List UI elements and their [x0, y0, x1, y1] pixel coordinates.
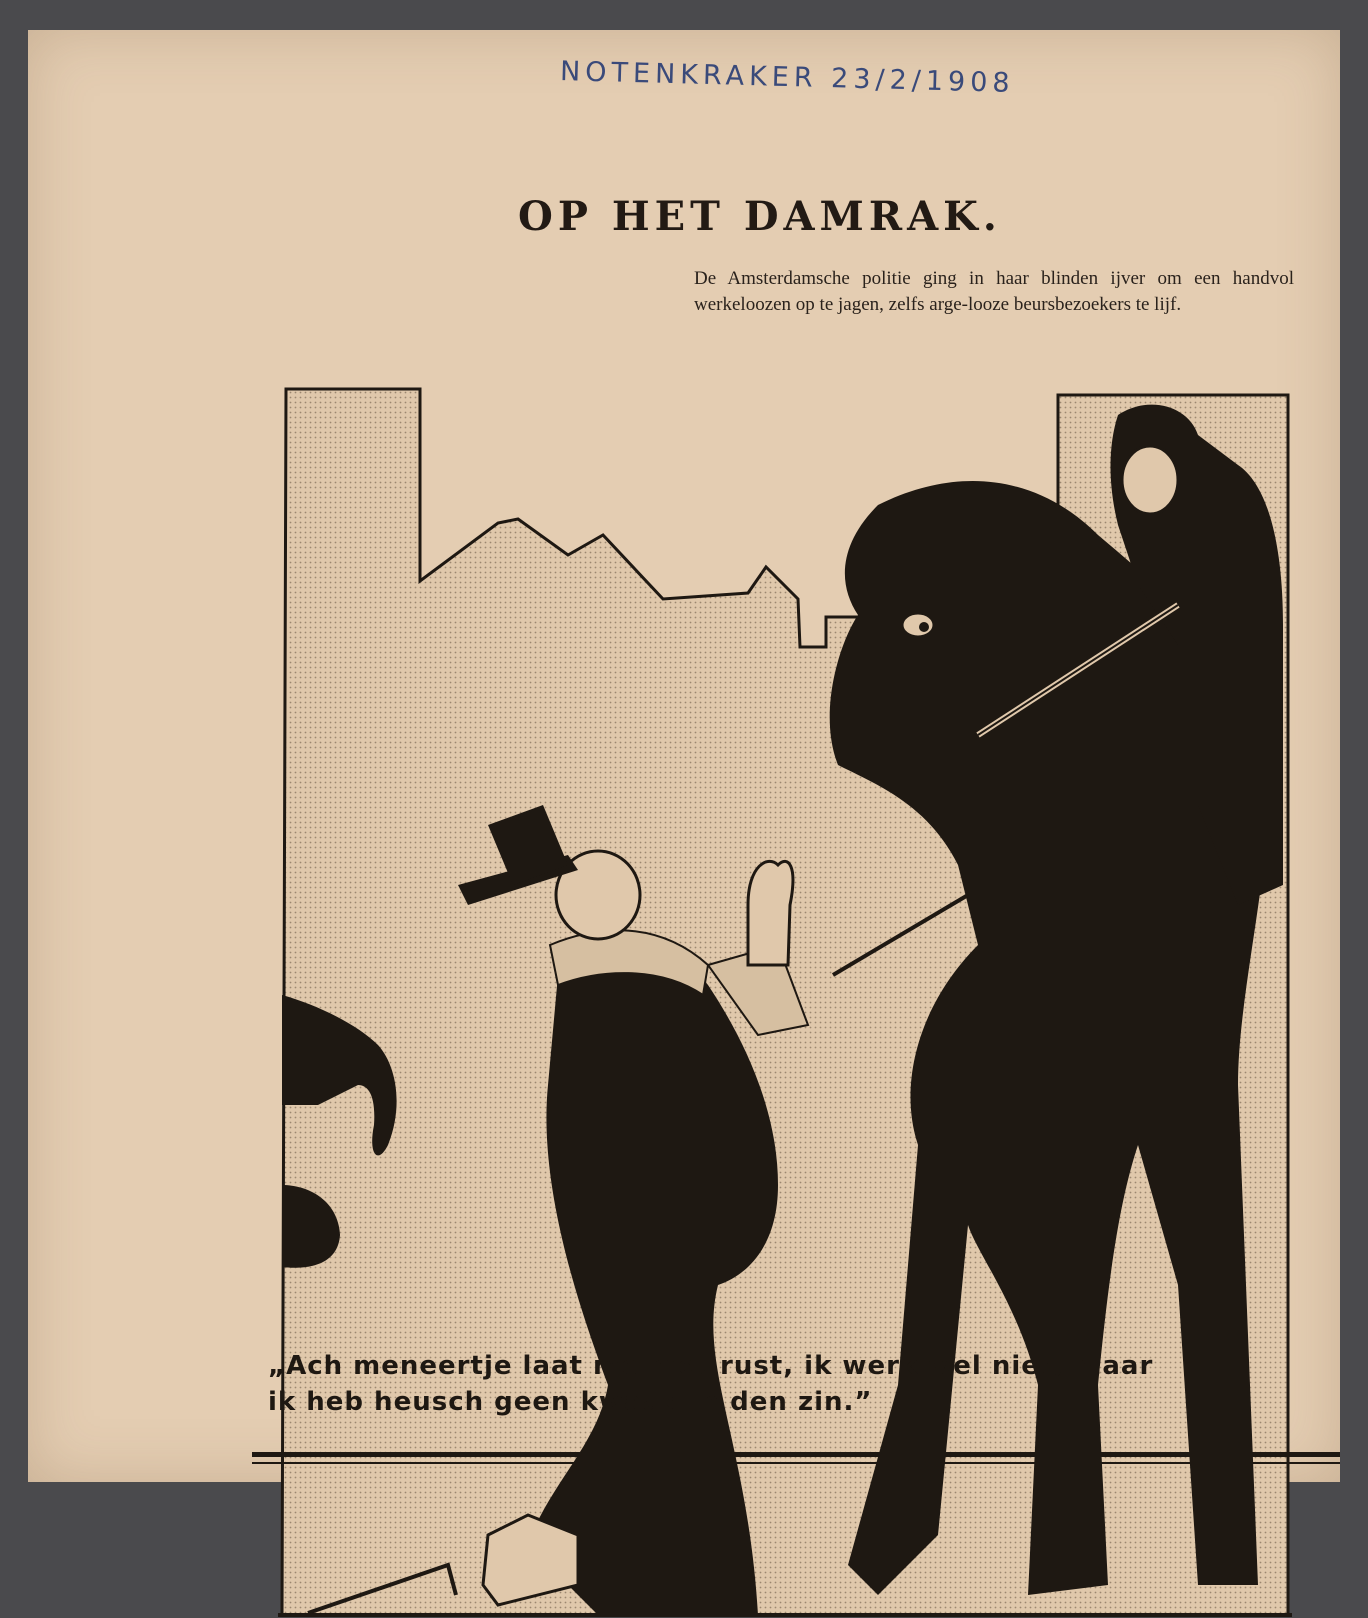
- praying-hands: [748, 861, 793, 965]
- caption-line-1: „Ach meneertje laat me met rust, ik werk wel niet, maar: [268, 1351, 1154, 1381]
- caption: [268, 1348, 1288, 1420]
- caption-line-2: ik heb heusch geen kwaad in den zin.”: [268, 1387, 873, 1417]
- horse-eye: [902, 613, 934, 637]
- bottom-rule-thin: [252, 1462, 1340, 1464]
- bottom-rule-thick: [252, 1452, 1340, 1457]
- subtitle-text: De Amsterdamsche politie ging in haar blinden ijver om een handvol werkeloozen op te jagen, zelfs arge-looze beursbezoekers te lijf.: [694, 268, 1294, 315]
- cartoon-illustration: [278, 385, 1292, 1618]
- rider-face: [1122, 446, 1178, 514]
- handwritten-annotation: NOTENKRAKER 23/2/1908: [559, 56, 1015, 99]
- page-title: OP HET DAMRAK.: [518, 193, 1002, 240]
